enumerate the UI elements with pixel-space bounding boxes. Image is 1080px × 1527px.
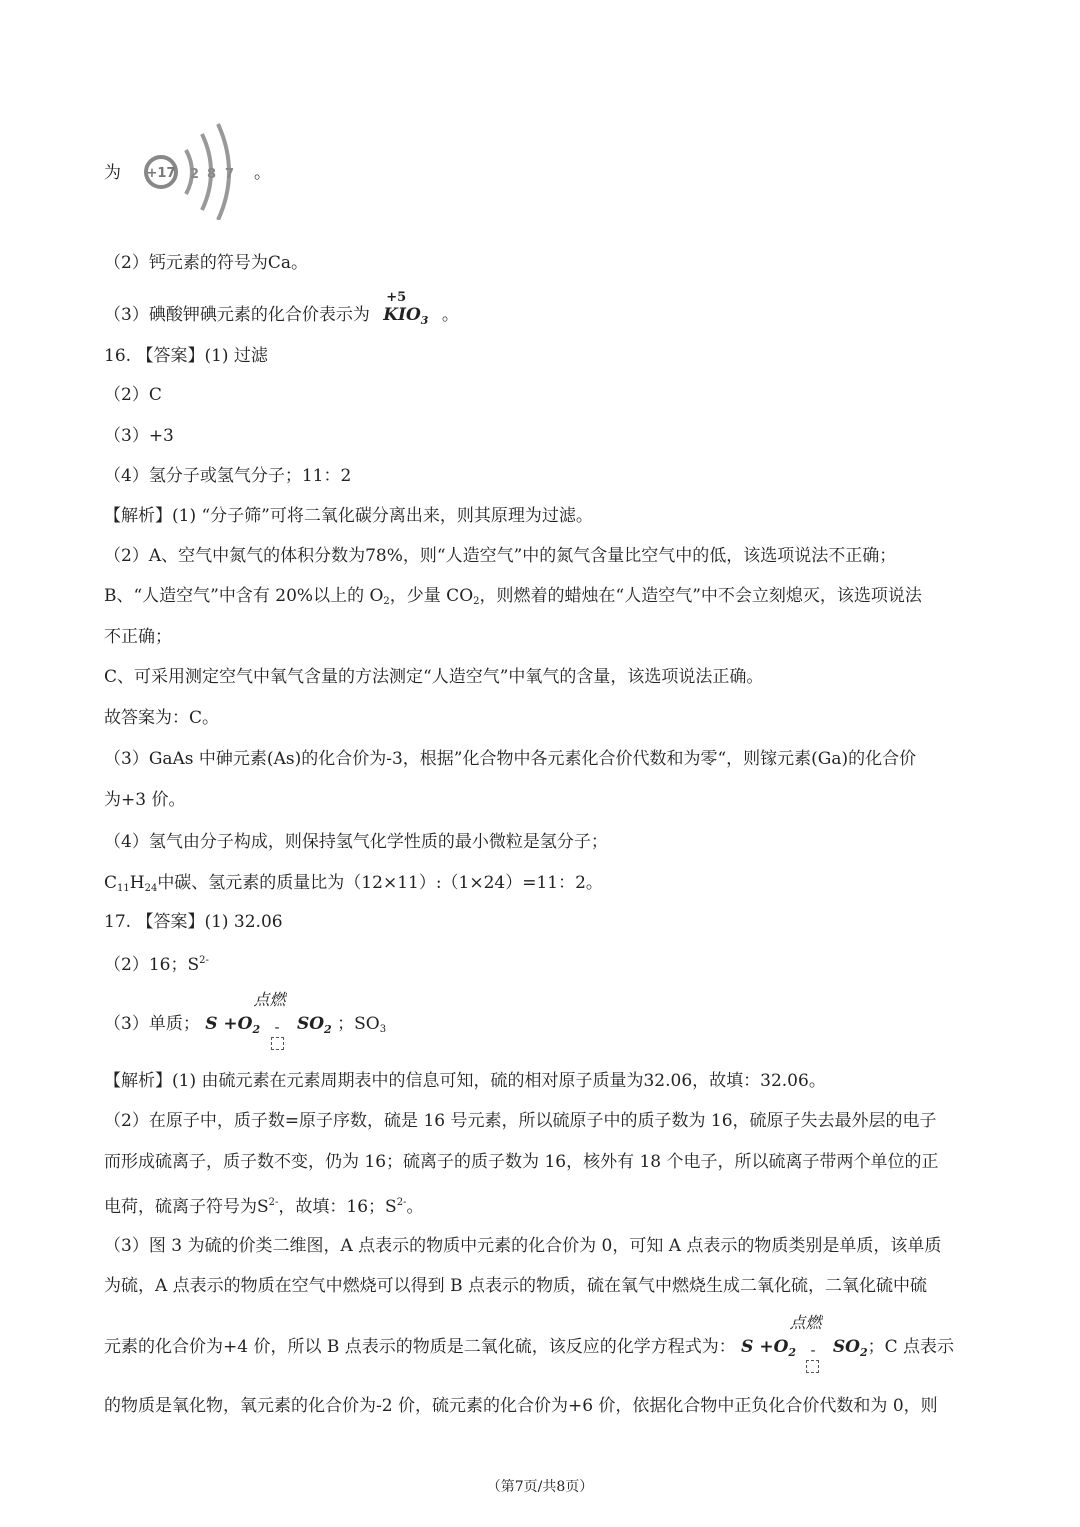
answer-heading: 16. 【答案】(1) 过滤 xyxy=(104,346,268,366)
atom-structure-diagram xyxy=(134,120,244,220)
analysis-line: 故答案为：C。 xyxy=(104,708,220,728)
equation-left: $S +O_2$ xyxy=(205,1014,261,1036)
analysis-line: 为硫，A 点表示的物质在空气中燃烧可以得到 B 点表示的物质，硫在氧气中燃烧生成二氧化硫，二氧化硫中硫 xyxy=(104,1276,927,1296)
equation-right: $SO_2$ xyxy=(296,1014,332,1036)
kio3-formula: +5 $KIO_3$ xyxy=(383,304,428,332)
equation-left: $S +O_2$ xyxy=(741,1337,797,1359)
answer-line: （2）C xyxy=(104,385,162,405)
analysis-line: C、可采用测定空气中氧气含量的方法测定“人造空气”中氧气的含量，该选项说法正确。 xyxy=(104,667,764,687)
answer-line: （2）16；$S^{2-}$ xyxy=(104,955,209,975)
analysis-line: 的物质是氧化物，氧元素的化合价为-2 价，硫元素的化合价为+6 价，依据化合物中正负化合价代数和为 0，则 xyxy=(104,1396,938,1416)
atom-shell-1: 2 xyxy=(190,167,200,182)
page-footer: （第7页/共8页） xyxy=(486,1479,594,1495)
analysis-line: （3）GaAs 中砷元素(As)的化合价为-3，根据”化合物中各元素化合价代数和为零“，则镓元素(Ga)的化合价 xyxy=(104,749,917,769)
answer-line-atom xyxy=(104,162,121,184)
iodine-charge: +5 xyxy=(386,290,407,305)
answer-line: （4）氢分子或氢气分子；11：2 xyxy=(104,466,352,486)
equation-arrow: 点燃 - xyxy=(266,1013,292,1035)
answer-heading: 17. 【答案】(1) 32.06 xyxy=(104,912,283,932)
analysis-line: 为+3 价。 xyxy=(104,790,186,810)
atom-shell-3: 7 xyxy=(225,167,235,182)
analysis-line: 不正确； xyxy=(104,627,172,647)
atom-shell-2: 8 xyxy=(207,167,217,182)
analysis-line: （2）A、空气中氮气的体积分数为78%，则“人造空气”中的氮气含量比空气中的低，该选项说法不正确； xyxy=(104,546,897,566)
analysis-line: B、“人造空气”中含有 20%以上的 $O_2$，少量 $CO_2$，则燃着的蜡烛在“人造空气”中不会立刻熄灭，该选项说法 xyxy=(104,586,922,607)
analysis-line-equation: 元素的化合价为+4 价，所以 B 点表示的物质是二氧化硫，该反应的化学方程式为： $S +O_2$ 点燃 - $SO_2$；C 点表示 xyxy=(104,1336,954,1364)
answer-line-equation: （3）单质； $S +O_2$ 点燃 - $SO_2$ ；$SO_3$ xyxy=(104,1013,386,1041)
answer-line-valence: （3）碘酸钾碘元素的化合价表示为 +5 $KIO_3$ 。 xyxy=(104,304,459,332)
analysis-line: （2）在原子中，质子数=原子序数，硫是 16 号元素，所以硫原子中的质子数为 16，硫原子失去最外层的电子 xyxy=(104,1111,937,1131)
analysis-line-mass-ratio: $C_{11}H_{24}$中碳、氢元素的质量比为（12×11）:（1×24）=11：2。 xyxy=(104,873,603,894)
answer-line: （3）+3 xyxy=(104,426,174,446)
analysis-line: 【解析】(1) 由硫元素在元素周期表中的信息可知，硫的相对原子质量为32.06，故填：32.06。 xyxy=(104,1071,826,1091)
analysis-line: 【解析】(1) “分子筛”可将二氧化碳分离出来，则其原理为过滤。 xyxy=(104,506,593,526)
atom-nucleus: +17 xyxy=(146,166,176,181)
equation-arrow: 点燃 - xyxy=(801,1336,827,1358)
equation-right: $SO_2$ xyxy=(832,1337,868,1359)
analysis-line: （3）图 3 为硫的价类二维图，A 点表示的物质中元素的化合价为 0，可知 A 点表示的物质类别是单质，该单质 xyxy=(104,1236,942,1256)
analysis-line: 而形成硫离子，质子数不变，仍为 16；硫离子的质子数为 16，核外有 18 个电子，所以硫离子带两个单位的正 xyxy=(104,1152,939,1172)
analysis-line: （4）氢气由分子构成，则保持氢气化学性质的最小微粒是氢分子； xyxy=(104,832,608,852)
atom-suffix: 。 xyxy=(254,163,271,183)
atom-prefix: 为 xyxy=(104,163,121,183)
analysis-line: 电荷，硫离子符号为$S^{2-}$，故填：16；$S^{2-}$。 xyxy=(104,1197,424,1217)
answer-line: （2）钙元素的符号为Ca。 xyxy=(104,253,308,273)
